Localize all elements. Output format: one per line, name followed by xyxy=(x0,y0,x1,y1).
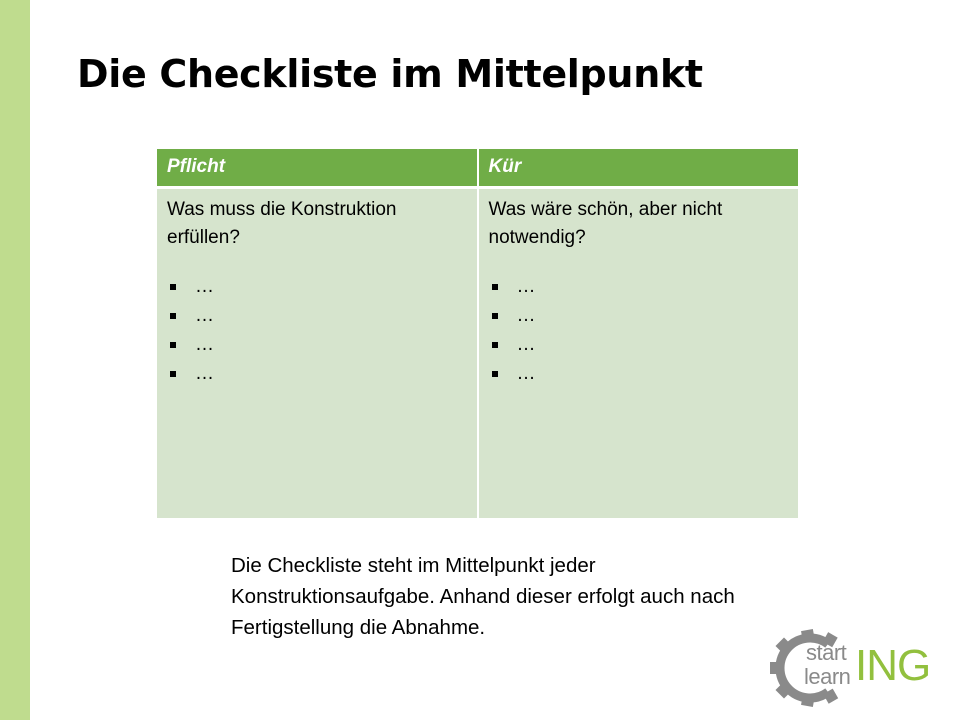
column-header-pflicht: Pflicht xyxy=(157,149,478,187)
checklist-table xyxy=(157,149,798,518)
kuer-cell xyxy=(478,187,799,518)
list-item: … xyxy=(167,359,467,388)
pflicht-question: Was muss die Konstruktion erfüllen? xyxy=(167,198,397,248)
pflicht-cell xyxy=(157,187,478,518)
column-header-kuer: Kür xyxy=(478,149,799,187)
logo-word-start: start xyxy=(806,640,847,665)
logo-word-learn: learn xyxy=(804,664,851,689)
list-item: … xyxy=(489,359,789,388)
pflicht-list xyxy=(167,272,467,388)
table-body-row xyxy=(157,187,798,518)
list-item: … xyxy=(489,301,789,330)
kuer-question: Was wäre schön, aber nicht notwendig? xyxy=(488,198,723,248)
table-header-row xyxy=(157,149,798,187)
side-accent-bar xyxy=(0,0,30,720)
list-item: … xyxy=(489,330,789,359)
kuer-list xyxy=(489,272,789,388)
logo-word-ing: ING xyxy=(855,641,931,690)
page-title: Die Checkliste im Mittelpunkt xyxy=(77,52,703,96)
list-item: … xyxy=(167,272,467,301)
startlearning-logo xyxy=(770,628,935,708)
list-item: … xyxy=(489,272,789,301)
list-item: … xyxy=(167,301,467,330)
list-item: … xyxy=(167,330,467,359)
body-text: Die Checkliste steht im Mittelpunkt jeder Konstruktionsaufgabe. Anhand dieser erfolgt auch nach Fertigstellung die Abnahme. xyxy=(231,554,735,639)
